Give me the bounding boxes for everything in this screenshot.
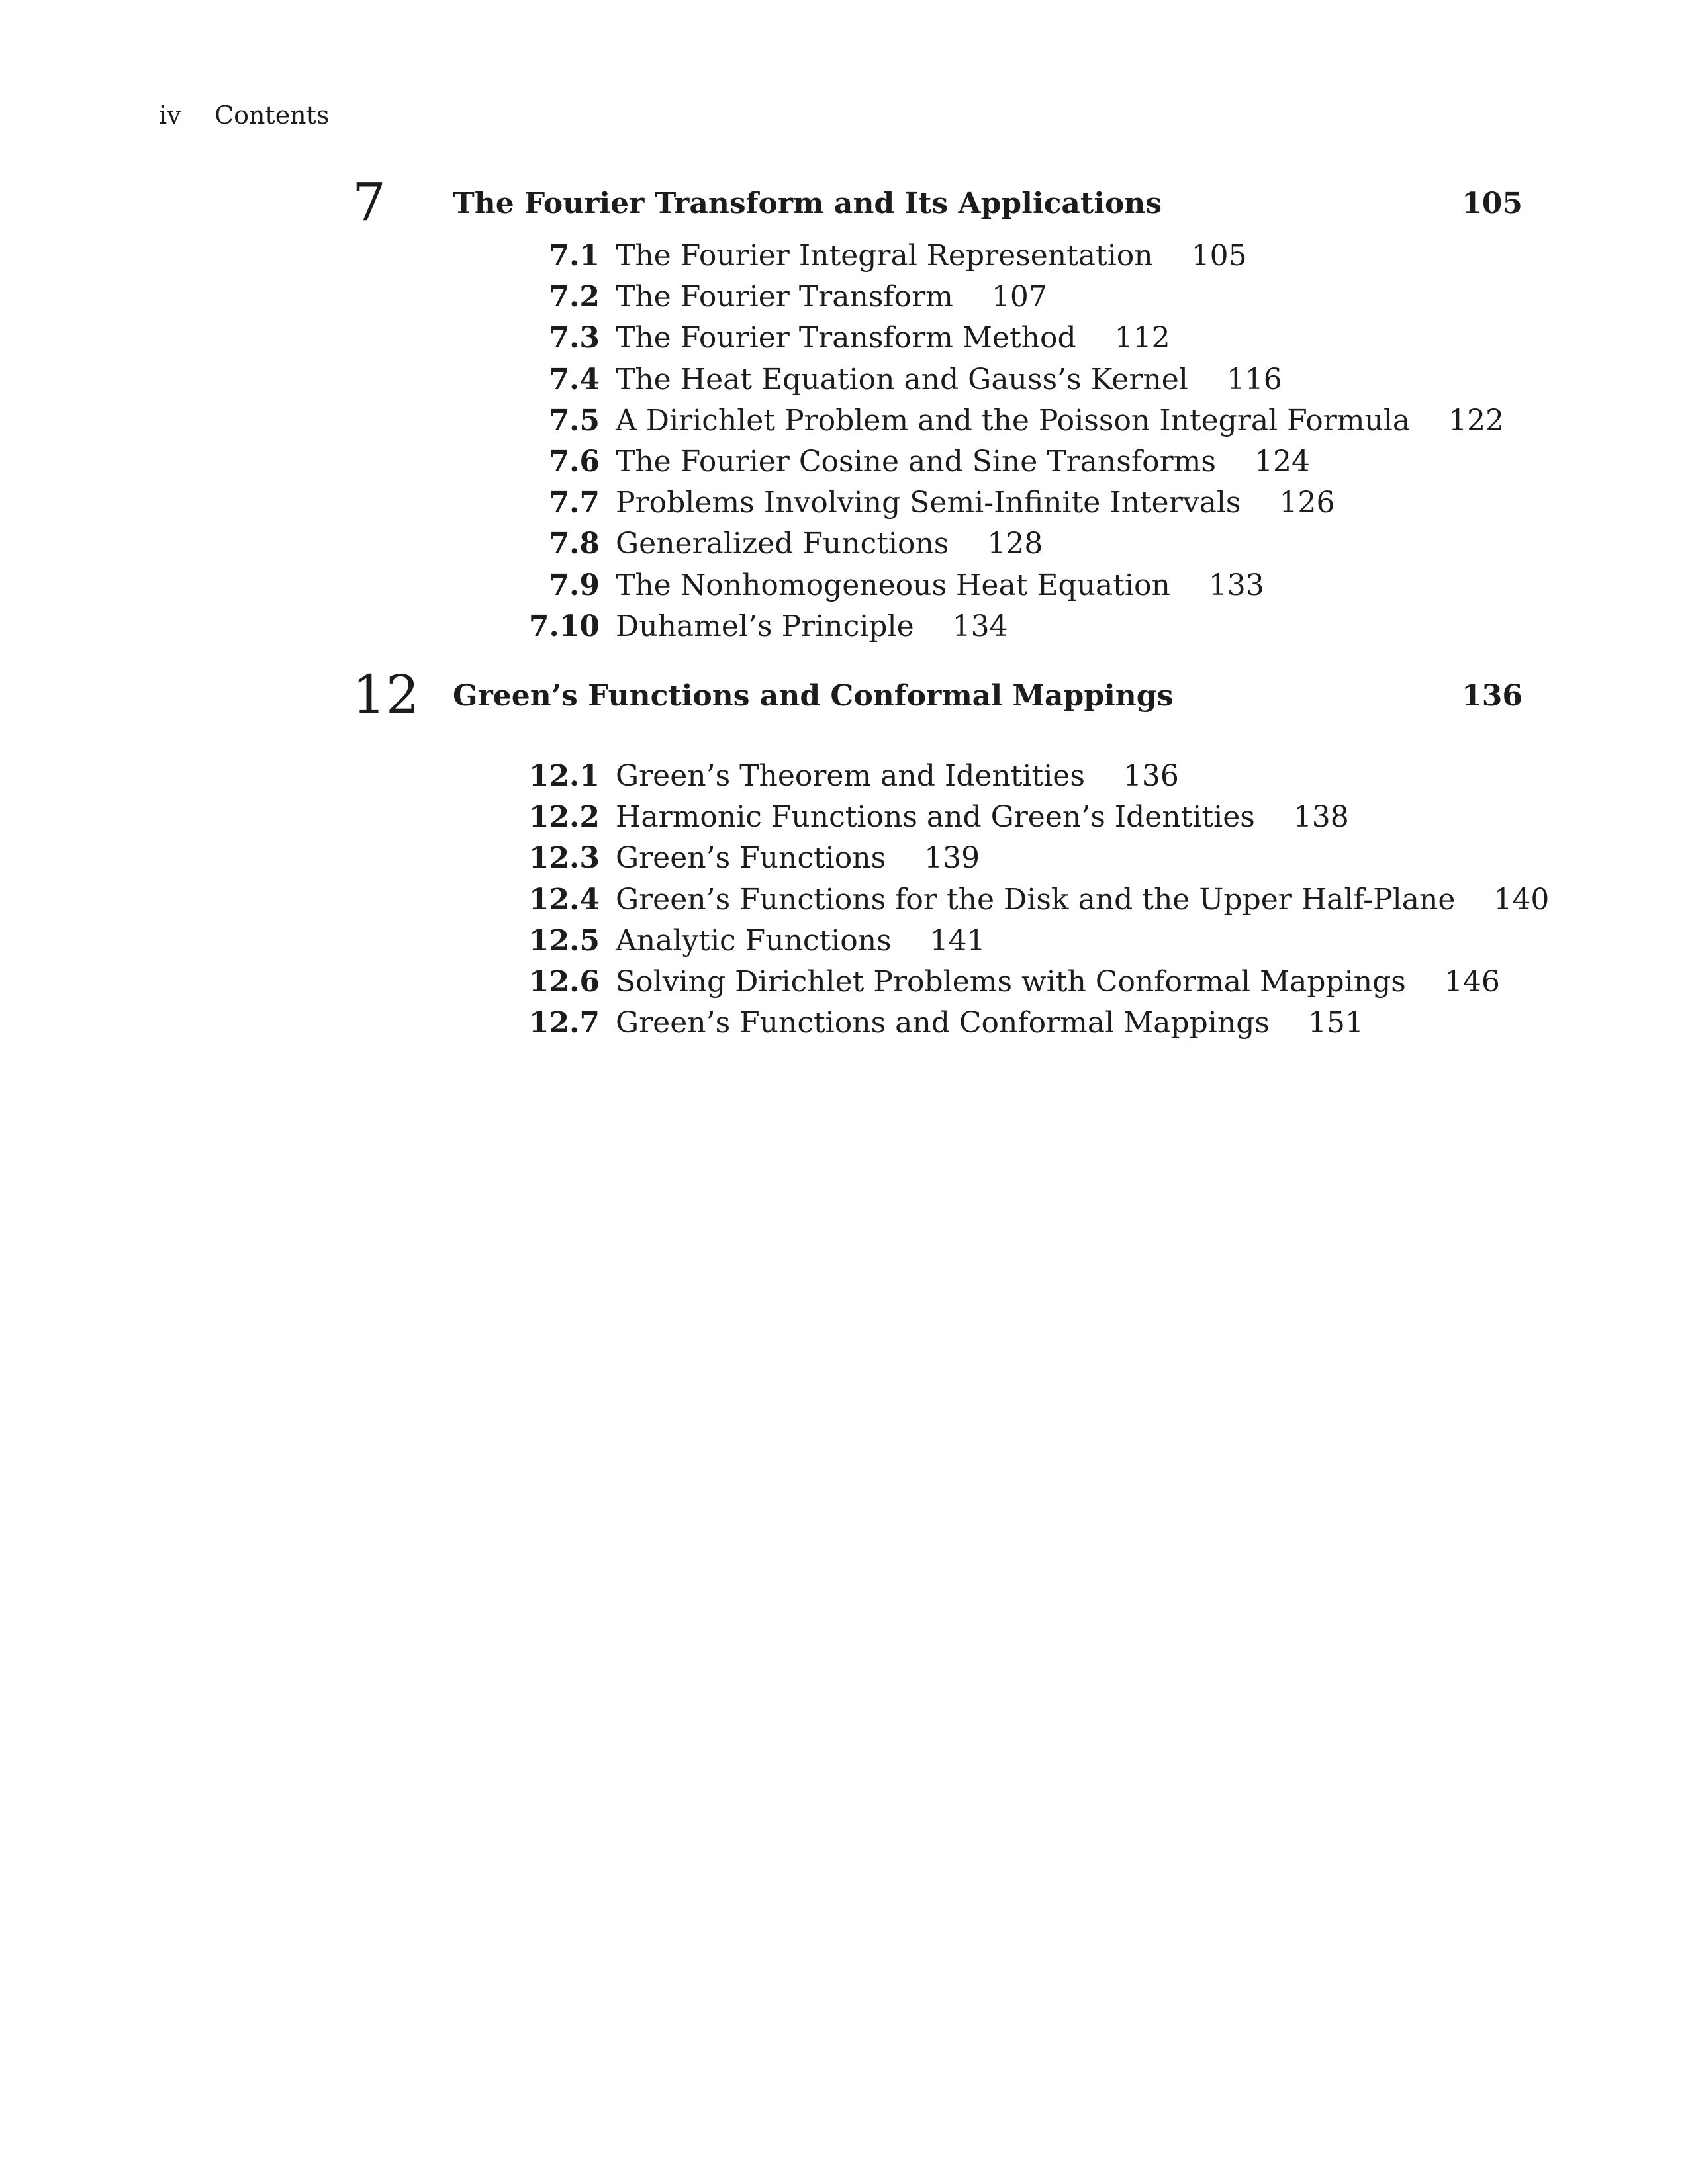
section-number: 12.3 xyxy=(528,841,600,876)
chapter-page-number: 136 xyxy=(1462,679,1523,713)
toc-entry-7-8[interactable] xyxy=(0,523,1688,565)
section-title: The Nonhomogeneous Heat Equation xyxy=(616,568,1170,602)
toc-entry-7-2[interactable] xyxy=(0,277,1688,318)
chapter-7 xyxy=(0,173,1688,647)
section-page-number: 151 xyxy=(1307,1006,1364,1040)
section-number: 7.10 xyxy=(528,609,600,643)
chapter-number: 12 xyxy=(352,664,420,725)
section-page-number: 112 xyxy=(1114,321,1170,355)
section-number: 12.6 xyxy=(528,964,600,999)
section-title: The Fourier Transform Method xyxy=(616,321,1076,355)
section-number: 12.4 xyxy=(528,882,600,917)
section-page-number: 138 xyxy=(1293,800,1349,835)
running-title: Contents xyxy=(214,101,330,130)
section-number: 7.6 xyxy=(549,444,600,478)
chapter-heading xyxy=(0,666,1688,724)
section-page-number: 134 xyxy=(952,609,1008,643)
toc-entry-12-6[interactable] xyxy=(0,962,1688,1003)
section-number: 7.2 xyxy=(549,280,600,314)
section-page-number: 126 xyxy=(1279,486,1335,520)
toc-entry-7-10[interactable] xyxy=(0,606,1688,647)
chapter-number: 7 xyxy=(352,171,386,233)
section-page-number: 122 xyxy=(1448,403,1505,437)
section-title: Duhamel’s Principle xyxy=(616,609,914,643)
chapter-title[interactable]: The Fourier Transform and Its Applications xyxy=(453,187,1162,220)
section-number: 7.1 xyxy=(549,239,600,273)
section-number: 7.9 xyxy=(549,568,600,602)
section-title: Generalized Functions xyxy=(616,527,949,561)
section-number: 12.1 xyxy=(528,759,600,793)
section-page-number: 141 xyxy=(929,923,986,958)
section-title: Solving Dirichlet Problems with Conformal Mappings xyxy=(616,964,1406,999)
section-title: The Fourier Integral Representation xyxy=(616,239,1153,273)
toc-entry-12-5[interactable] xyxy=(0,921,1688,962)
chapter-heading xyxy=(0,173,1688,232)
section-number: 7.3 xyxy=(549,321,600,355)
chapter-12 xyxy=(0,666,1688,1044)
toc-entry-12-2[interactable] xyxy=(0,797,1688,838)
section-title: Harmonic Functions and Green’s Identities xyxy=(616,800,1255,835)
toc-entry-12-7[interactable] xyxy=(0,1003,1688,1044)
toc-entry-7-9[interactable] xyxy=(0,565,1688,606)
section-title: A Dirichlet Problem and the Poisson Integral Formula xyxy=(616,403,1411,437)
toc-entry-7-3[interactable] xyxy=(0,318,1688,359)
section-title: Green’s Functions and Conformal Mappings xyxy=(616,1006,1270,1040)
section-number: 7.4 xyxy=(549,362,600,396)
section-page-number: 139 xyxy=(924,841,980,876)
toc-entry-7-1[interactable] xyxy=(0,236,1688,277)
section-page-number: 116 xyxy=(1226,362,1282,396)
section-title: The Fourier Cosine and Sine Transforms xyxy=(616,444,1216,478)
toc-entry-7-5[interactable] xyxy=(0,400,1688,441)
section-title: Green’s Theorem and Identities xyxy=(616,759,1085,793)
toc-entry-12-1[interactable] xyxy=(0,756,1688,797)
running-header xyxy=(159,98,329,132)
section-number: 7.8 xyxy=(549,527,600,561)
section-title: The Fourier Transform xyxy=(616,280,953,314)
page-folio: iv xyxy=(159,101,181,130)
section-page-number: 124 xyxy=(1254,444,1310,478)
section-page-number: 140 xyxy=(1493,882,1550,917)
toc-entry-7-4[interactable] xyxy=(0,359,1688,400)
toc-entry-12-3[interactable] xyxy=(0,838,1688,879)
section-number: 12.5 xyxy=(528,923,600,958)
section-page-number: 136 xyxy=(1123,759,1179,793)
chapter-title[interactable]: Green’s Functions and Conformal Mappings xyxy=(453,679,1174,713)
section-title: Problems Involving Semi-Infinite Intervals xyxy=(616,486,1241,520)
section-page-number: 133 xyxy=(1208,568,1264,602)
section-number: 7.5 xyxy=(549,403,600,437)
section-number: 7.7 xyxy=(549,486,600,520)
section-number: 12.2 xyxy=(528,800,600,835)
section-page-number: 146 xyxy=(1444,964,1500,999)
section-title: The Heat Equation and Gauss’s Kernel xyxy=(616,362,1188,396)
section-title: Green’s Functions xyxy=(616,841,886,876)
toc-entry-12-4[interactable] xyxy=(0,880,1688,921)
chapter-page-number: 105 xyxy=(1462,187,1523,220)
section-list xyxy=(0,236,1688,647)
section-list xyxy=(0,756,1688,1044)
section-page-number: 128 xyxy=(987,527,1043,561)
toc-entry-7-6[interactable] xyxy=(0,441,1688,482)
section-page-number: 107 xyxy=(991,280,1047,314)
section-page-number: 105 xyxy=(1191,239,1247,273)
section-title: Analytic Functions xyxy=(616,923,892,958)
toc-entry-7-7[interactable] xyxy=(0,482,1688,523)
section-title: Green’s Functions for the Disk and the Upper Half-Plane xyxy=(616,882,1456,917)
section-number: 12.7 xyxy=(528,1006,600,1040)
